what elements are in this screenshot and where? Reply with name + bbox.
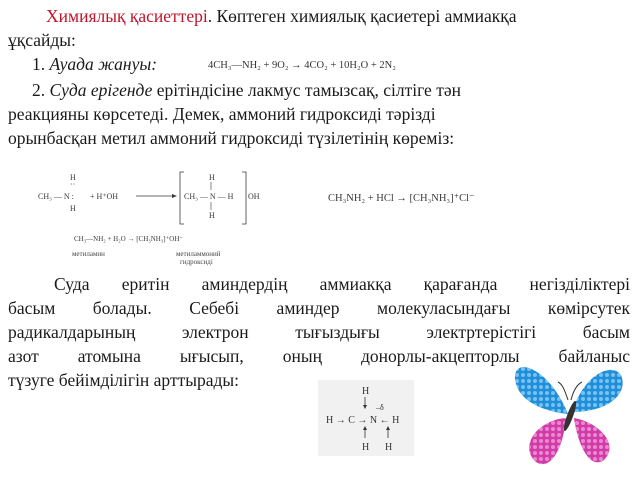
combustion-equation: 4CH₃—NH₂ + 9O₂ → 4CO₂ + 10H₂O + 2N₂ <box>208 60 396 71</box>
paragraph-line: азот атомына ығысып, оның донорлы-акцепторлы байланыс <box>8 346 630 366</box>
svg-text:CH₃ — N — H: CH₃ — N — H <box>184 192 234 201</box>
paragraph-line: реакцияны көрсетеді. Демек, аммоний гидроксиді тәрізді <box>8 104 436 124</box>
paragraph-line <box>46 4 517 28</box>
atom-h: H <box>362 442 370 453</box>
list-item <box>32 52 157 76</box>
electron-shift-figure <box>318 380 414 456</box>
atom-h: H <box>362 386 370 397</box>
paragraph-text: . Көптеген химиялық қасиетері аммиакқа <box>207 6 517 26</box>
reaction-text: CH₃—NH₂ + H₂O → [CH₃NH₃]⁺OH⁻ <box>74 235 184 243</box>
item-label: Ауада жануы: <box>49 54 158 74</box>
bond-row: H → C → N ← H <box>326 415 400 426</box>
item-number: 1. <box>32 54 46 74</box>
svg-text:H: H <box>209 211 215 220</box>
paragraph-line: басым болады. Себебі аминдер молекуласындағы көмірсутек <box>8 298 630 318</box>
svg-text:··: ·· <box>70 180 76 189</box>
caption: гидроксиді <box>180 258 213 266</box>
delta-label: –δ <box>376 403 384 412</box>
paragraph-line: ұқсайды: <box>8 30 76 50</box>
paragraph-line: радикалдарының электрон тығыздығы электртерістігі басым <box>8 322 630 342</box>
paragraph-line: Суда еритін аминдердің аммиакқа қарағанда негізділіктері <box>54 274 630 294</box>
caption: метиламин <box>72 250 105 258</box>
methylamine-structure-figure <box>34 168 284 250</box>
svg-text:CH₃ — N :: CH₃ — N : <box>38 192 74 201</box>
water-reactant: + H⁺OH <box>90 192 119 201</box>
list-item <box>32 78 461 102</box>
atom-h: H <box>385 442 393 453</box>
item-text: ерітіндісіне лакмус тамызсақ, сілтіге тән <box>156 80 461 100</box>
paragraph-line: түзуге бейімділігін арттырады: <box>8 370 240 390</box>
svg-text:H: H <box>70 173 76 182</box>
caption: метиламмоний <box>176 250 221 258</box>
item-label: Суда ерігенде <box>49 80 153 100</box>
paragraph-line: орынбасқан метил аммоний гидроксиді түзілетінің көреміз: <box>8 128 455 148</box>
butterfly-icon <box>508 354 632 474</box>
section-title: Химиялық қасиеттері <box>46 6 208 26</box>
item-number: 2. <box>32 80 46 100</box>
svg-text:H: H <box>70 204 76 213</box>
svg-text:OH: OH <box>248 192 260 201</box>
svg-text:H: H <box>209 173 215 182</box>
hcl-equation: CH₃NH₂ + HCl → [CH₃NH₃]⁺Cl⁻ <box>328 193 475 204</box>
